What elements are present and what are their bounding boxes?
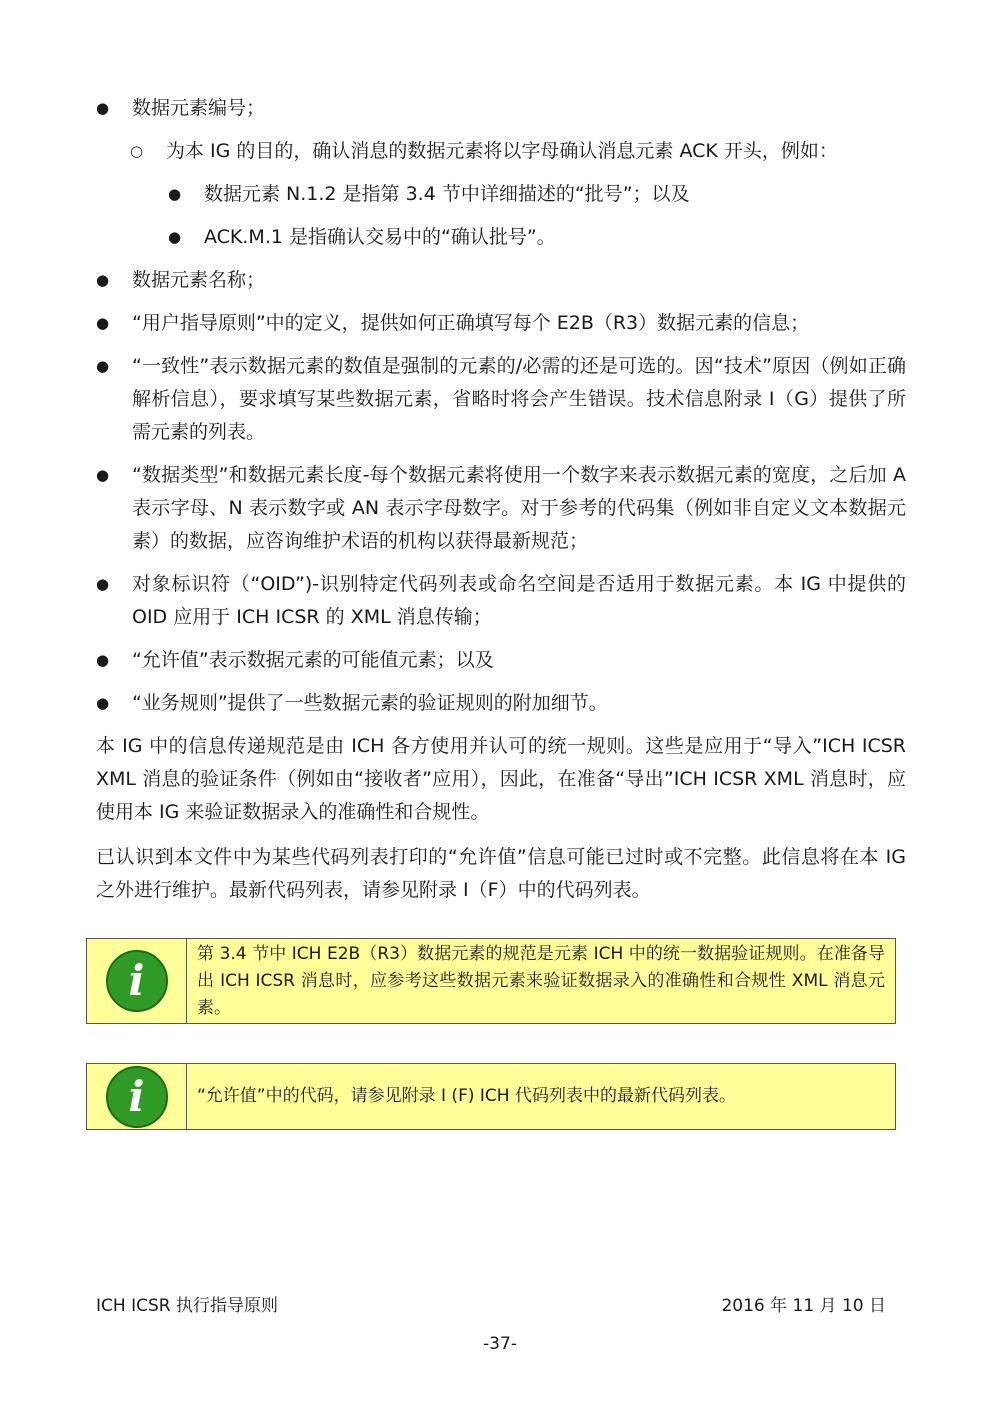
footer-date: 2016 年 11 月 10 日 (721, 1296, 886, 1316)
bullet-marker: ● (96, 357, 110, 375)
bullet-marker: ○ (130, 142, 144, 160)
bullet-item (96, 92, 906, 125)
sub-sub-bullet-item (96, 178, 906, 211)
body-paragraph: 本 IG 中的信息传递规范是由 ICH 各方使用并认可的统一规则。这些是应用于“导入”ICH ICSR XML 消息的验证条件（例如由“接收者”应用），因此，在准备“导出”ICH ICSR XML 消息时，应使用本 IG 来验证数据录入的准确性和合规性。 (96, 735, 906, 823)
bullet-item (96, 264, 906, 297)
note-text-content: 第 3.4 节中 ICH E2B（R3）数据元素的规范是元素 ICH 中的统一数据验证规则。在准备导出 ICH ICSR 消息时，应参考这些数据元素来验证数据录入的准确性和合规性 XML 消息元素。 (197, 943, 885, 1018)
bullet-item (96, 687, 906, 720)
note-text (187, 939, 895, 1023)
footer-document-title: ICH ICSR 执行指导原则 (96, 1296, 278, 1316)
bullet-text: “用户指导原则”中的定义，提供如何正确填写每个 E2B（R3）数据元素的信息； (132, 312, 810, 334)
page-number: -37- (483, 1334, 517, 1354)
bullet-marker: ● (168, 228, 182, 246)
info-icon-glyph: i (128, 956, 145, 1005)
page-content (96, 92, 906, 919)
note-text (187, 1064, 746, 1129)
bullet-item (96, 350, 906, 449)
bullet-marker: ● (96, 575, 110, 593)
info-icon (106, 950, 168, 1012)
body-paragraph: 已认识到本文件中为某些代码列表打印的“允许值”信息可能已过时或不完整。此信息将在本 IG 之外进行维护。最新代码列表，请参见附录 I（F）中的代码列表。 (96, 846, 906, 901)
bullet-text: 为本 IG 的目的，确认消息的数据元素将以字母确认消息元素 ACK 开头，例如： (166, 140, 838, 162)
note-icon-cell (87, 939, 187, 1023)
note-icon-cell (87, 1064, 187, 1129)
bullet-marker: ● (96, 651, 110, 669)
bullet-marker: ● (96, 694, 110, 712)
note-text-content: “允许值”中的代码，请参见附录 I (F) ICH 代码列表中的最新代码列表。 (197, 1086, 736, 1106)
bullet-text: “数据类型”和数据元素长度-每个数据元素将使用一个数字来表示数据元素的宽度，之后加 A 表示字母、N 表示数字或 AN 表示字母数字。对于参考的代码集（例如非自定义文本数据元素）的数据，应咨询维护术语的机构以获得最新规范； (132, 464, 906, 552)
bullet-marker: ● (96, 271, 110, 289)
bullet-marker: ● (96, 466, 110, 484)
bullet-text: ACK.M.1 是指确认交易中的“确认批号”。 (204, 226, 556, 248)
bullet-text: 数据元素编号； (132, 97, 266, 119)
info-note-box (86, 1063, 896, 1130)
bullet-text: “一致性”表示数据元素的数值是强制的元素的/必需的还是可选的。因“技术”原因（例如正确解析信息），要求填写某些数据元素，省略时将会产生错误。技术信息附录 I（G）提供了所需元素的列表。 (132, 355, 906, 443)
bullet-text: “允许值”表示数据元素的可能值元素；以及 (132, 649, 494, 671)
sub-sub-bullet-item (96, 221, 906, 254)
info-icon (106, 1066, 168, 1128)
info-note-box (86, 938, 896, 1024)
bullet-item (96, 459, 906, 558)
bullet-item (96, 568, 906, 634)
bullet-item (96, 307, 906, 340)
bullet-marker: ● (96, 99, 110, 117)
bullet-marker: ● (96, 314, 110, 332)
bullet-item (96, 644, 906, 677)
bullet-text: 对象标识符（“OID”)-识别特定代码列表或命名空间是否适用于数据元素。本 IG 中提供的 OID 应用于 ICH ICSR 的 XML 消息传输； (132, 573, 906, 628)
bullet-text: “业务规则”提供了一些数据元素的验证规则的附加细节。 (132, 692, 608, 714)
bullet-marker: ● (168, 185, 182, 203)
bullet-text: 数据元素 N.1.2 是指第 3.4 节中详细描述的“批号”；以及 (204, 183, 690, 205)
sub-bullet-item (96, 135, 906, 168)
bullet-text: 数据元素名称； (132, 269, 266, 291)
info-icon-glyph: i (128, 1071, 145, 1121)
